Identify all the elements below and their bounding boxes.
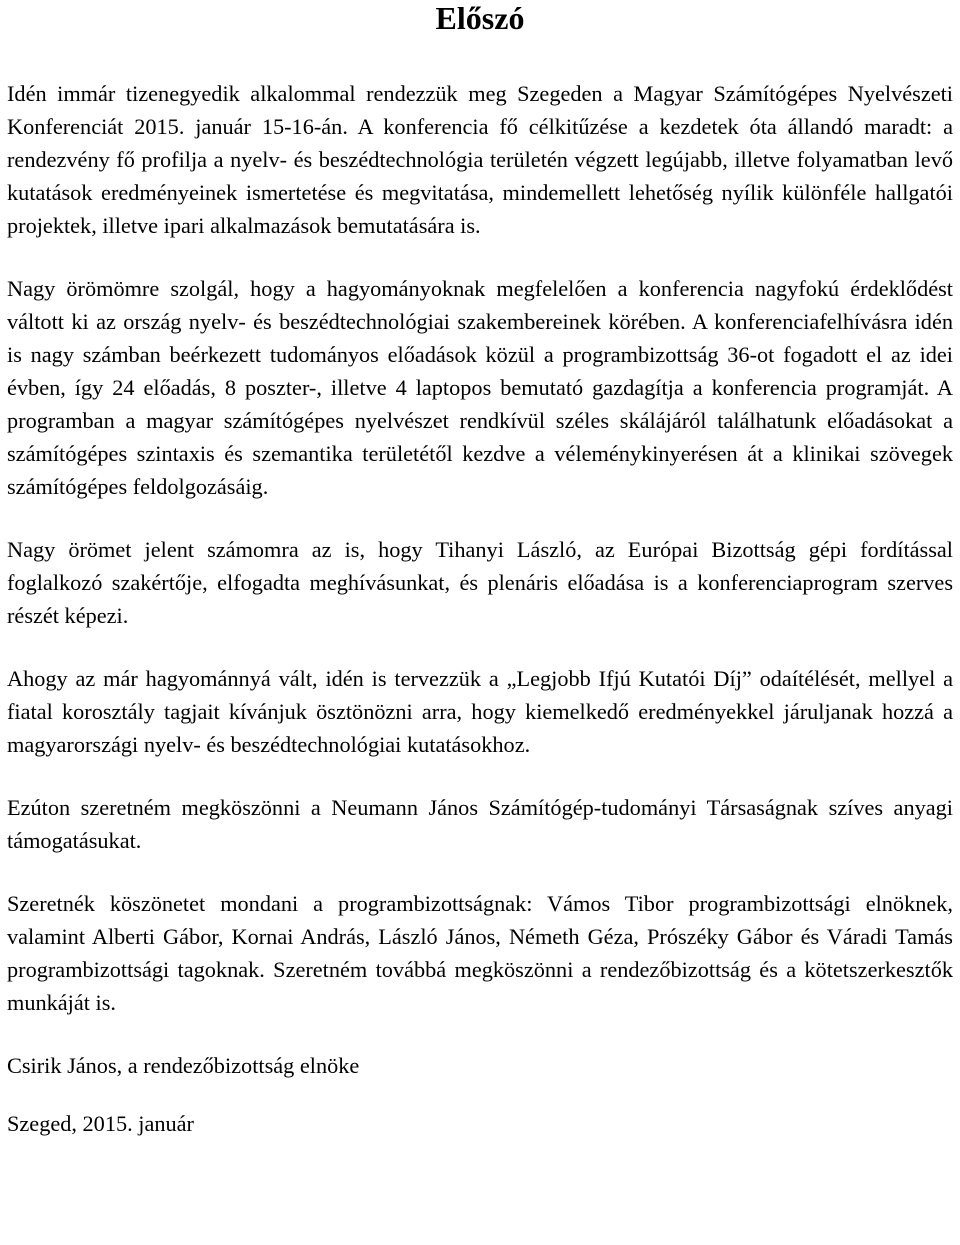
- paragraph-program: Nagy örömömre szolgál, hogy a hagyományoknak megfelelően a konferencia nagyfokú érdeklődést váltott ki az ország nyelv- és beszédtechnológiai szakembereinek körében. A konferenciafelhívásra idén is nagy számban beérkezett tudományos előadások közül a programbizottság 36-ot fogadott el az idei évben, így 24 előadás, 8 poszter-, illetve 4 laptopos bemutató gazdagítja a konferencia programját. A programban a magyar számítógépes nyelvészet rendkívül széles skálájáról találhatunk előadásokat a számítógépes szintaxis és szemantika területétől kezdve a véleménykinyerésen át a klinikai szövegek számítógépes feldolgozásáig.: [7, 276, 953, 499]
- page-title: Előszó: [435, 0, 525, 36]
- document-body: [7, 77, 953, 1140]
- paragraph-plenary: Nagy örömet jelent számomra az is, hogy Tihanyi László, az Európai Bizottság gépi fordítással foglalkozó szakértője, elfogadta meghívásunkat, és plenáris előadása is a konferenciaprogram szerves részét képezi.: [7, 537, 953, 628]
- place-and-date: Szeged, 2015. január: [7, 1111, 194, 1136]
- paragraph-sponsor-thanks: Ezúton szeretném megköszönni a Neumann János Számítógép-tudományi Társaságnak szíves anyagi támogatásukat.: [7, 795, 953, 853]
- paragraph-committee-thanks: Szeretnék köszönetet mondani a programbizottságnak: Vámos Tibor programbizottsági elnöknek, valamint Alberti Gábor, Kornai András, László János, Németh Géza, Prószéky Gábor és Váradi Tamás programbizottsági tagoknak. Szeretném továbbá megköszönni a rendezőbizottság és a kötetszerkesztők munkáját is.: [7, 891, 953, 1015]
- paragraph-award: Ahogy az már hagyománnyá vált, idén is tervezzük a „Legjobb Ifjú Kutatói Díj” odaítélését, mellyel a fiatal korosztály tagjait kívánjuk ösztönözni arra, hogy kiemelkedő eredményekkel járuljanak hozzá a magyarországi nyelv- és beszédtechnológiai kutatásokhoz.: [7, 666, 953, 757]
- signature: Csirik János, a rendezőbizottság elnöke: [7, 1053, 360, 1078]
- paragraph-intro: Idén immár tizenegyedik alkalommal rendezzük meg Szegeden a Magyar Számítógépes Nyelvészeti Konferenciát 2015. január 15-16-án. A konferencia fő célkitűzése a kezdetek óta állandó maradt: a rendezvény fő profilja a nyelv- és beszédtechnológia területén végzett legújabb, illetve folyamatban levő kutatások eredményeinek ismertetése és megvitatása, mindemellett lehetőség nyílik különféle hallgatói projektek, illetve ipari alkalmazások bemutatására is.: [7, 81, 953, 238]
